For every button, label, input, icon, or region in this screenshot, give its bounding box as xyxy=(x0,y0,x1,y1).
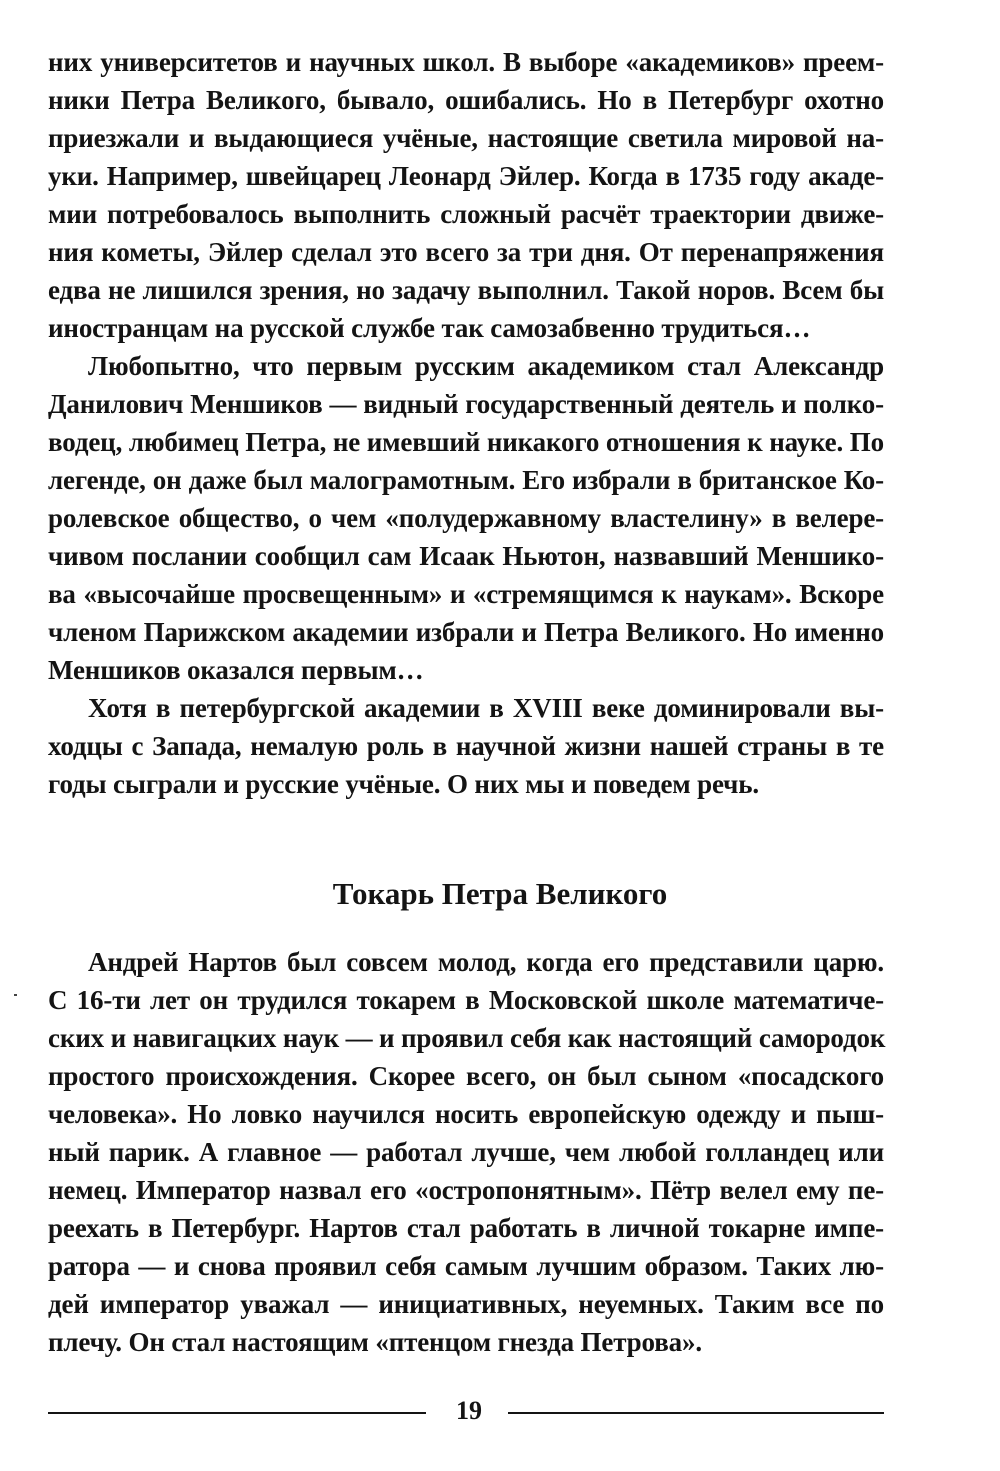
text-line: ских и навигацких наук — и проявил себя как настоящий самородок xyxy=(48,1023,886,1053)
text-line: ходцы с Запада, немалую роль в научной жизни нашей страны в те xyxy=(48,731,884,761)
text-line: Хотя в петербургской академии в XVIII веке доминировали вы- xyxy=(88,693,884,723)
text-line: чивом послании сообщил сам Исаак Ньютон, назвавший Меншико- xyxy=(48,541,884,571)
footer-rule-left xyxy=(48,1412,426,1414)
text-line: простого происхождения. Скорее всего, он был сыном «посадского xyxy=(48,1061,884,1091)
text-line: немец. Император назвал его «остропонятным». Пётр велел ему пе- xyxy=(48,1175,884,1205)
text-line: Андрей Нартов был совсем молод, когда его представили царю. xyxy=(88,947,884,977)
footer-rule-right xyxy=(508,1412,884,1414)
text-line: мии потребовалось выполнить сложный расчёт траектории движе- xyxy=(48,199,884,229)
text-line: ва «высочайше просвещенным» и «стремящимся к наукам». Вскоре xyxy=(48,579,884,609)
text-line: уки. Например, швейцарец Леонард Эйлер. Когда в 1735 году акаде- xyxy=(48,161,884,191)
text-line: Любопытно, что первым русским академиком стал Александр xyxy=(88,351,884,381)
text-line: плечу. Он стал настоящим «птенцом гнезда Петрова». xyxy=(48,1327,702,1357)
text-line: иностранцам на русской службе так самозабвенно трудиться… xyxy=(48,313,811,343)
text-line: водец, любимец Петра, не имевший никакого отношения к науке. По xyxy=(48,427,884,457)
scan-speck xyxy=(14,994,17,996)
text-line: легенде, он даже был малограмотным. Его избрали в британское Ко- xyxy=(48,465,884,495)
page-number: 19 xyxy=(456,1396,482,1425)
text-line: ники Петра Великого, бывало, ошибались. Но в Петербург охотно xyxy=(48,85,884,115)
text-line: них университетов и научных школ. В выборе «академиков» преем- xyxy=(48,47,884,77)
text-line: ный парик. А главное — работал лучше, чем любой голландец или xyxy=(48,1137,884,1167)
text-line: ролевское общество, о чем «полудержавному властелину» в велере- xyxy=(48,503,884,533)
text-line: ния кометы, Эйлер сделал это всего за три дня. От перенапряжения xyxy=(48,237,884,267)
text-line: Меншиков оказался первым… xyxy=(48,655,424,685)
text-line: реехать в Петербург. Нартов стал работать в личной токарне импе- xyxy=(48,1213,884,1243)
section-heading: Токарь Петра Великого xyxy=(332,876,668,911)
text-line: Данилович Меншиков — видный государственный деятель и полко- xyxy=(48,389,884,419)
text-line: ратора — и снова проявил себя самым лучшим образом. Таких лю- xyxy=(48,1251,884,1281)
text-line: членом Парижском академии избрали и Петра Великого. Но именно xyxy=(48,617,884,647)
text-line: дей император уважал — инициативных, неуемных. Таким все по xyxy=(48,1289,884,1319)
text-line: едва не лишился зрения, но задачу выполнил. Такой норов. Всем бы xyxy=(48,275,884,305)
text-line: С 16-ти лет он трудился токарем в Московской школе математиче- xyxy=(48,985,884,1015)
text-line: приезжали и выдающиеся учёные, настоящие светила мировой на- xyxy=(48,123,884,153)
text-line: годы сыграли и русские учёные. О них мы и поведем речь. xyxy=(48,769,759,799)
text-line: человека». Но ловко научился носить европейскую одежду и пыш- xyxy=(48,1099,884,1129)
